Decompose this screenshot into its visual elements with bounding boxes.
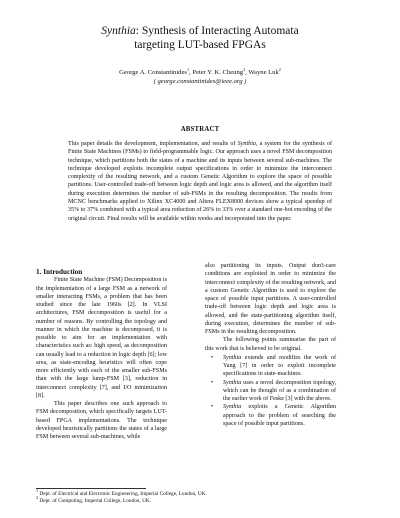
- list-item-system-name: Synthia: [223, 404, 242, 411]
- abstract-text-rest: , a system for the synthesis of Finite State Machines (FSMs) to field-programmable logic. Our approach uses a novel FSM decomposition technique, which partitions both the states of a machine and its inputs between several sub-machines. The technique developed exploits incomplete output specifications in order to minimize the interconnect complexity of the resulting network, and a custom Genetic Algorithm to explore the space of possible partitions. User-controlled trade-off between logic depth and logic area is allowed, and the algorithm itself during execution determines the number of sub-FSMs in the resulting decomposition. The results from MCNC benchmarks applied to Xilinx XC4000 and Altera FLEX8000 devices show a typical speedup of 35% to 37% combined with a typical area reduction of 26% to 33% over a standard one-hot encoding of the original circuit. Final results will be available within weeks and incorporated into the paper.: [68, 141, 332, 222]
- author-3-mark: 2: [278, 66, 281, 72]
- column-left: [36, 268, 167, 441]
- list-item-system-name: Synthia: [223, 354, 242, 361]
- author-separator: ,: [245, 69, 249, 76]
- list-item: [211, 379, 336, 404]
- list-item-text: exploits a Genetic Algorithm approach to the problem of searching the space of possible input partitions.: [223, 404, 336, 427]
- bullet-icon: •: [211, 354, 214, 361]
- footnote-2-mark: 2: [36, 495, 39, 501]
- author-2-mark: 2: [243, 66, 246, 72]
- list-item: [211, 354, 336, 379]
- abstract-heading: ABSTRACT: [180, 126, 220, 133]
- footnote-2-text: Dept. of Computing, Imperial College, London, UK.: [38, 498, 152, 505]
- author-1-mark: 1: [186, 66, 190, 72]
- author-block: [40, 68, 360, 86]
- list-item-system-name: Synthia: [223, 379, 242, 386]
- intro-paragraph-2-continued: also partitioning its inputs. Output don't-care conditions are exploited in order to minimize the interconnect complexity of the resulting network, and a custom Genetic Algorithm is used to explore the space of possible input partitions. A user-controlled trade-off between logic depth and logic area is allowed, and the state-partitioning algorithm itself, during execution, determines the number of sub-FSMs in the resulting decomposition.: [205, 263, 336, 335]
- paper-title: [40, 24, 360, 52]
- bullet-icon: •: [211, 404, 214, 411]
- abstract-body: [68, 140, 332, 223]
- title-line-2: targeting LUT-based FPGAs: [134, 39, 266, 51]
- intro-paragraph-2: This paper describes one such approach to FSM decomposition, which specifically targets LUT-based FPGA implementations. The technique developed heuristically partitions the states of a large FSM between several sub-machines, while: [36, 401, 167, 440]
- author-email: [40, 77, 360, 86]
- footnote-rule: [36, 488, 146, 489]
- list-item-text: uses a novel decomposition topology, which can be thought of as a combination of the earlier work of Feske [3] with the above.: [223, 379, 336, 402]
- footnote-1-text: Dept. of Electrical and Electronic Engineering, Imperial College, London, UK.: [38, 491, 207, 497]
- intro-paragraph-1: Finite State Machine (FSM) Decomposition is the implementation of a large FSM as a network of smaller interacting FSMs, a problem that has been studied since the late 1960s [2]. In VLSI architectures, FSM decomposition is useful for a number of reasons. By controlling the topology and manner in which the machine is decomposed, it is possible to aim for an implementation with characteristics such as: high speed, as decomposition can usually lead to a reduction in logic depth [6]; low area, as state-encoding heuristics will often cope more efficiently with each of the smaller sub-FSMs than with the large lump-FSM [3], reduction in interconnect complexity [7], and I/O minimization [8].: [36, 277, 167, 399]
- column-right: [205, 262, 336, 428]
- intro-paragraph-3: The following points summarise the part of this work that is believed to be original.: [205, 337, 336, 352]
- footnote-1-mark: 1: [36, 488, 39, 494]
- author-1: George A. Constantinides: [119, 69, 187, 76]
- title-line-1: [40, 24, 360, 38]
- author-names: [40, 68, 360, 77]
- footnote-2: [36, 495, 356, 505]
- list-item-text: extends and modifies the work of Yang [7] in order to exploit incomplete specifications in state-machines.: [223, 354, 336, 378]
- author-2: Peter Y. K. Cheung: [192, 69, 244, 76]
- abstract-system-name: Synthia: [237, 141, 256, 147]
- section-heading-introduction: 1. Introduction: [36, 268, 83, 276]
- title-line-1-rest: : Synthesis of Interacting Automata: [135, 25, 299, 37]
- author-3: Wayne Luk: [248, 69, 279, 76]
- abstract-text-start: This paper details the development, implementation, and results of: [68, 141, 238, 147]
- title-system-name: Synthia: [101, 25, 136, 37]
- bullet-icon: •: [211, 379, 214, 386]
- contribution-list: [205, 354, 336, 428]
- author-email-text: ( george.constantinides@ieee.org ): [153, 78, 247, 85]
- list-item: [211, 403, 336, 428]
- footnotes: [36, 488, 356, 505]
- author-separator: ,: [189, 69, 193, 76]
